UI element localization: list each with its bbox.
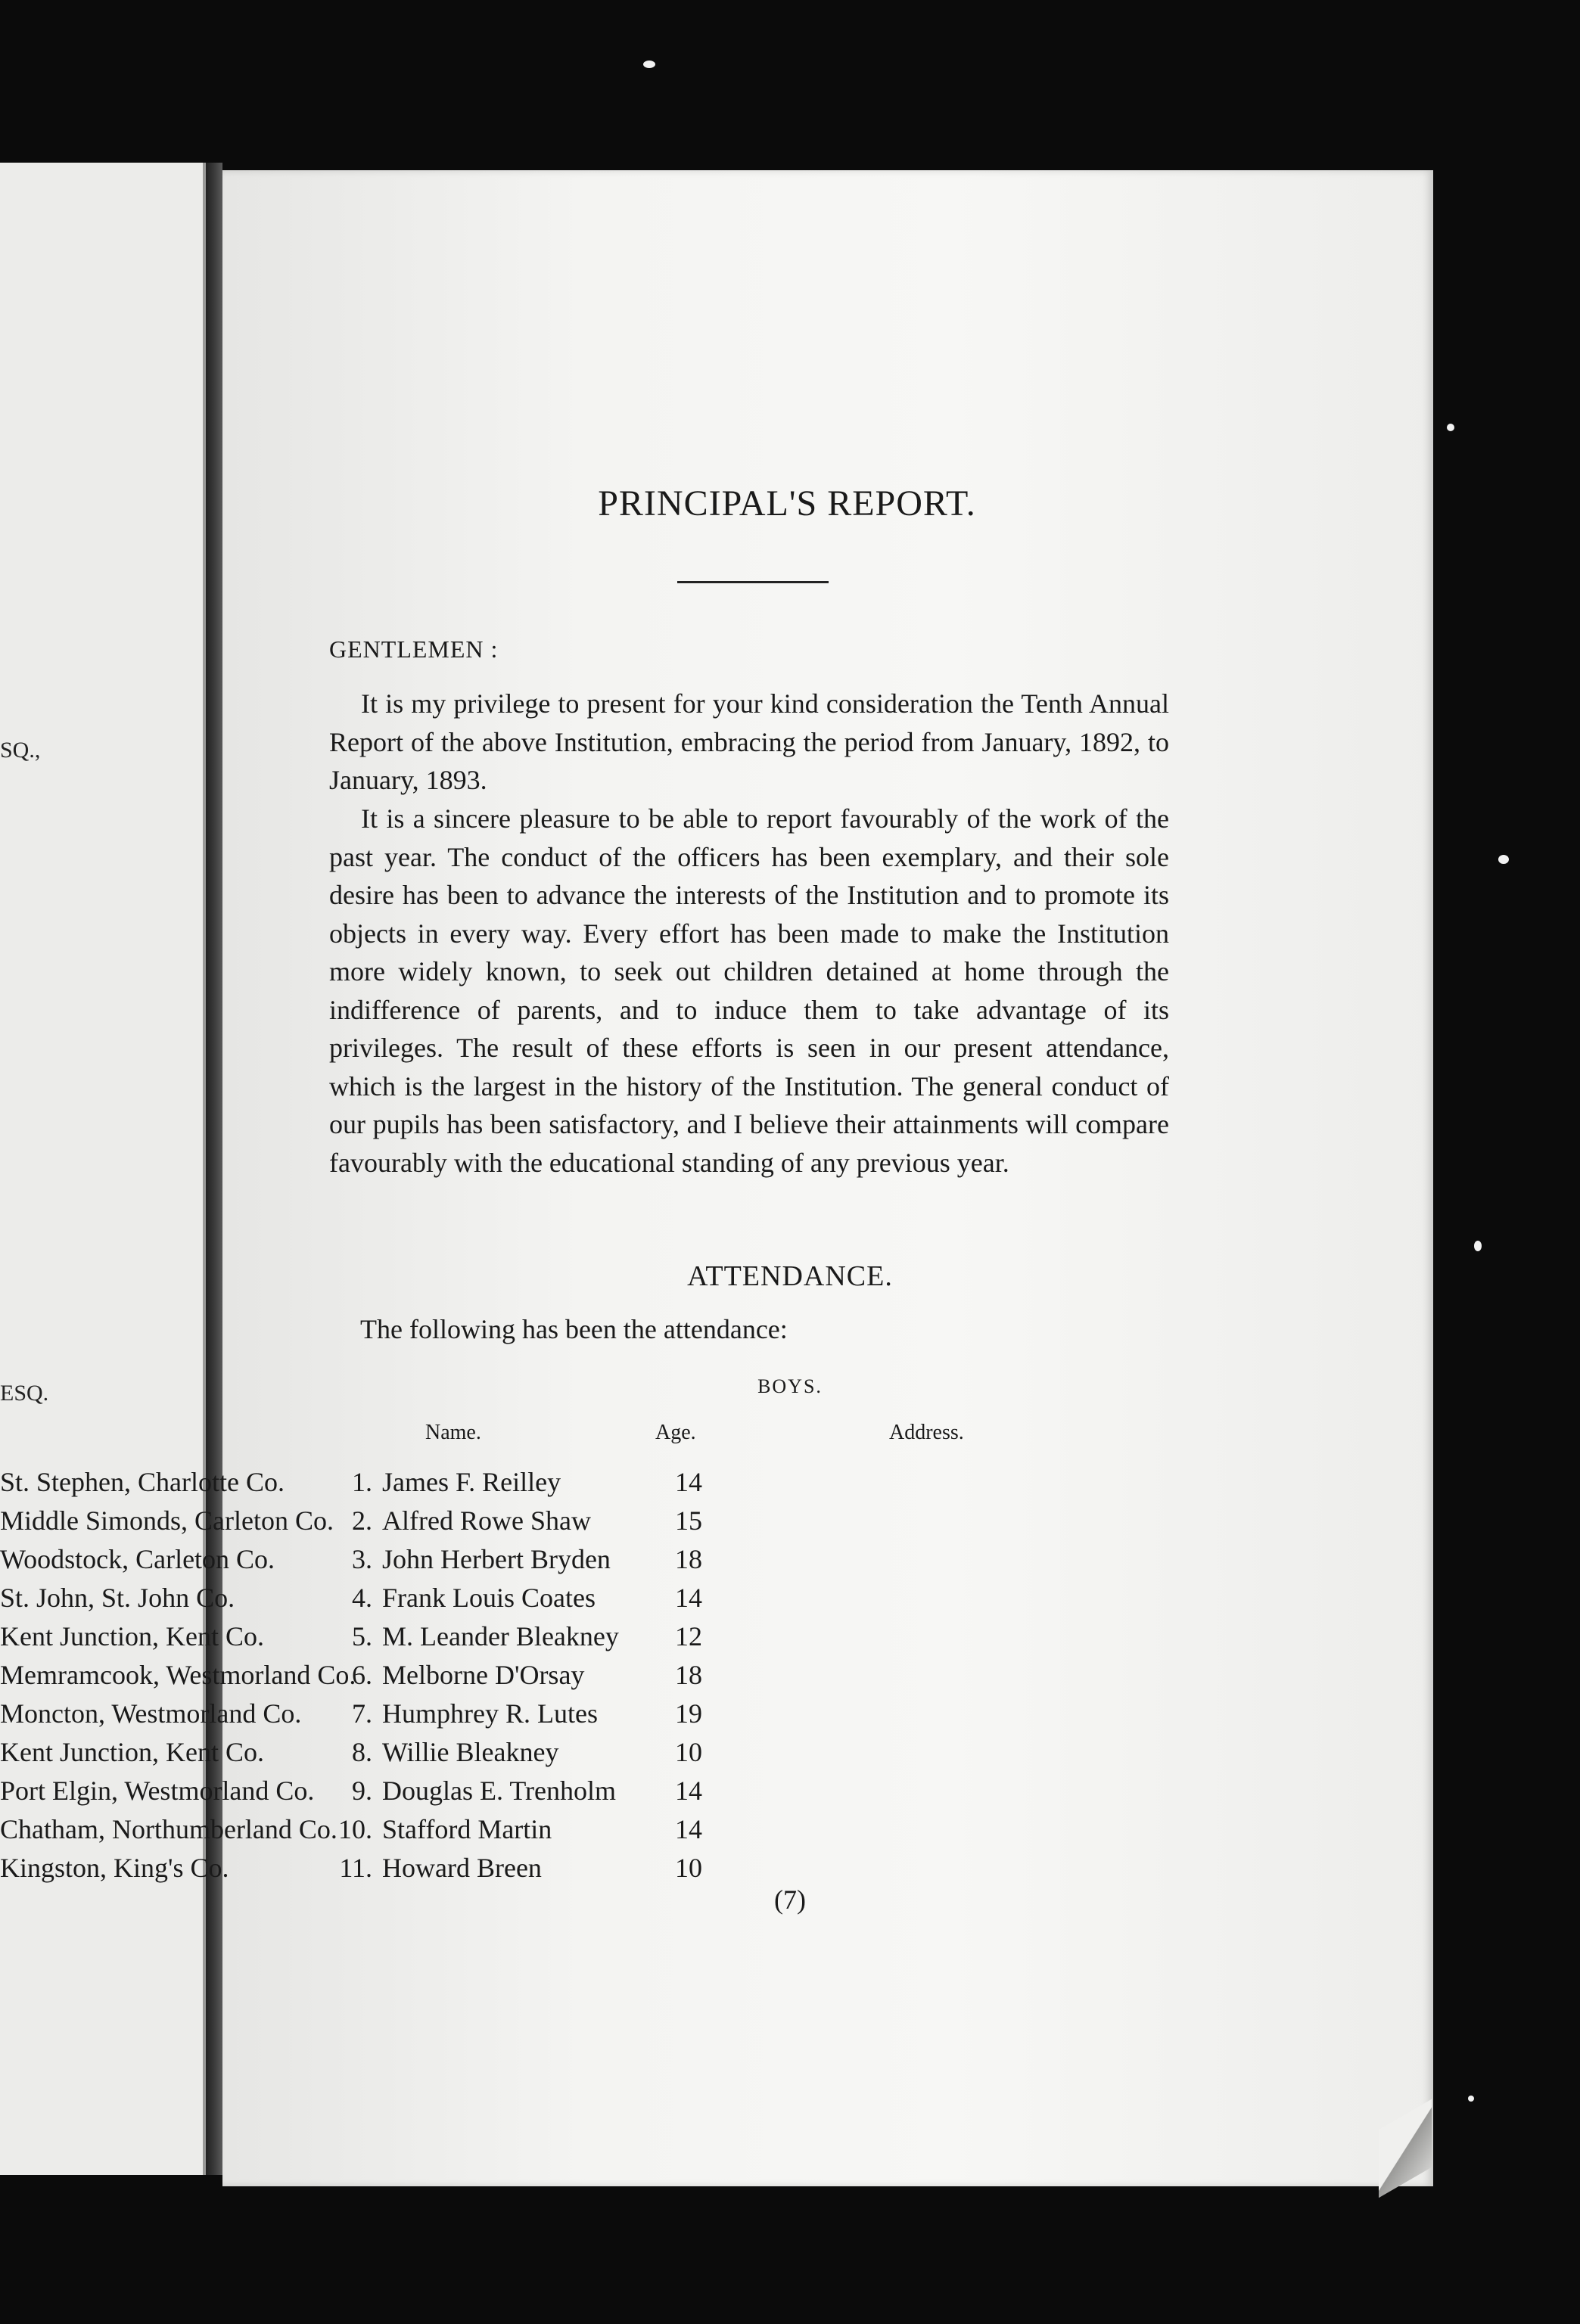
pupil-age: 14 [675,1776,702,1806]
row-number: 7. [352,1698,372,1729]
pupil-address: Kent Junction, Kent Co. [0,1737,264,1767]
table-row [0,1775,1580,1813]
pupil-age: 15 [675,1505,702,1536]
row-number: 4. [352,1583,372,1613]
pupil-age: 10 [675,1853,702,1883]
pupil-address: Port Elgin, Westmorland Co. [0,1776,315,1806]
pupil-address: Memramcook, Westmorland Co. [0,1660,356,1690]
row-number: 1. [352,1467,372,1497]
pupil-name: Douglas E. Trenholm [382,1776,617,1806]
row-number: 8. [352,1737,372,1767]
column-header-name: Name. [425,1421,481,1444]
dust-speck [643,61,655,68]
table-row [0,1543,1580,1581]
pupil-address: Kent Junction, Kent Co. [0,1621,264,1651]
table-row [0,1736,1580,1774]
dust-speck [1468,2096,1474,2102]
paragraph-1: It is my privilege to present for your kind consideration the Tenth Annual Report of the above Institution, embracing the period from January, 1892, to January, 1893. [329,688,1169,795]
row-number: 5. [352,1621,372,1651]
pupil-name: John Herbert Bryden [382,1544,611,1574]
pupil-age: 19 [675,1698,702,1729]
dust-speck [1447,424,1454,431]
attendance-intro: The following has been the attendance: [360,1314,788,1344]
pupil-name: Melborne D'Orsay [382,1660,585,1690]
table-row [0,1659,1580,1697]
title-rule [677,581,829,583]
salutation: GENTLEMEN : [329,635,499,663]
pupil-address: Kingston, King's Co. [0,1853,229,1883]
row-number: 9. [352,1776,372,1806]
pupil-address: St. Stephen, Charlotte Co. [0,1467,285,1497]
row-number: 11. [339,1853,372,1883]
pupil-age: 14 [675,1467,702,1497]
table-row [0,1466,1580,1504]
paragraph-2: It is a sincere pleasure to be able to report favourably of the work of the past year. The conduct of the officers has been exemplary, and their sole desire has been to advance the interests of the Institution and to promote its objects in every way. Every effort has been made to make the Institution more widely known, to seek out children detained at home through the indifference of parents, and to induce them to take advantage of its privileges. The result of these efforts is seen in our present attendance, which is the largest in the history of the Institution. The general conduct of our pupils has been satisfactory, and I believe their attainments will compare favourably with the educational standing of any previous year. [329,803,1169,1178]
pupil-age: 14 [675,1814,702,1844]
dust-speck [1498,855,1509,864]
row-number: 10. [338,1814,372,1844]
pupil-address: Middle Simonds, Carleton Co. [0,1505,334,1536]
pupil-age: 10 [675,1737,702,1767]
page-number: (7) [774,1884,806,1915]
facing-page-fragment-bottom: ESQ. [0,1381,49,1406]
attendance-heading: ATTENDANCE. [687,1260,893,1292]
pupil-name: Alfred Rowe Shaw [382,1505,591,1536]
facing-page-fragment-top: SQ., [0,738,41,763]
group-label: BOYS. [757,1375,823,1397]
pupil-age: 14 [675,1583,702,1613]
pupil-name: Howard Breen [382,1853,542,1883]
table-row [0,1582,1580,1620]
row-number: 3. [352,1544,372,1574]
pupil-name: Willie Bleakney [382,1737,559,1767]
pupil-age: 12 [675,1621,702,1651]
pupil-address: Woodstock, Carleton Co. [0,1544,275,1574]
dust-speck [1474,1241,1482,1251]
table-row [0,1505,1580,1543]
pupil-address: Chatham, Northumberland Co. [0,1814,337,1844]
row-number: 2. [352,1505,372,1536]
pupil-name: Stafford Martin [382,1814,552,1844]
pupil-name: M. Leander Bleakney [382,1621,619,1651]
pupil-address: Moncton, Westmorland Co. [0,1698,302,1729]
pupil-address: St. John, St. John Co. [0,1583,235,1613]
row-number: 6. [352,1660,372,1690]
report-title: PRINCIPAL'S REPORT. [598,483,976,524]
table-row [0,1620,1580,1658]
pupil-age: 18 [675,1544,702,1574]
pupil-name: James F. Reilley [382,1467,561,1497]
table-row [0,1813,1580,1851]
column-header-age: Age. [655,1421,696,1444]
pupil-age: 18 [675,1660,702,1690]
table-row [0,1698,1580,1735]
pupil-name: Frank Louis Coates [382,1583,596,1613]
column-header-address: Address. [889,1421,964,1444]
pupil-name: Humphrey R. Lutes [382,1698,598,1729]
